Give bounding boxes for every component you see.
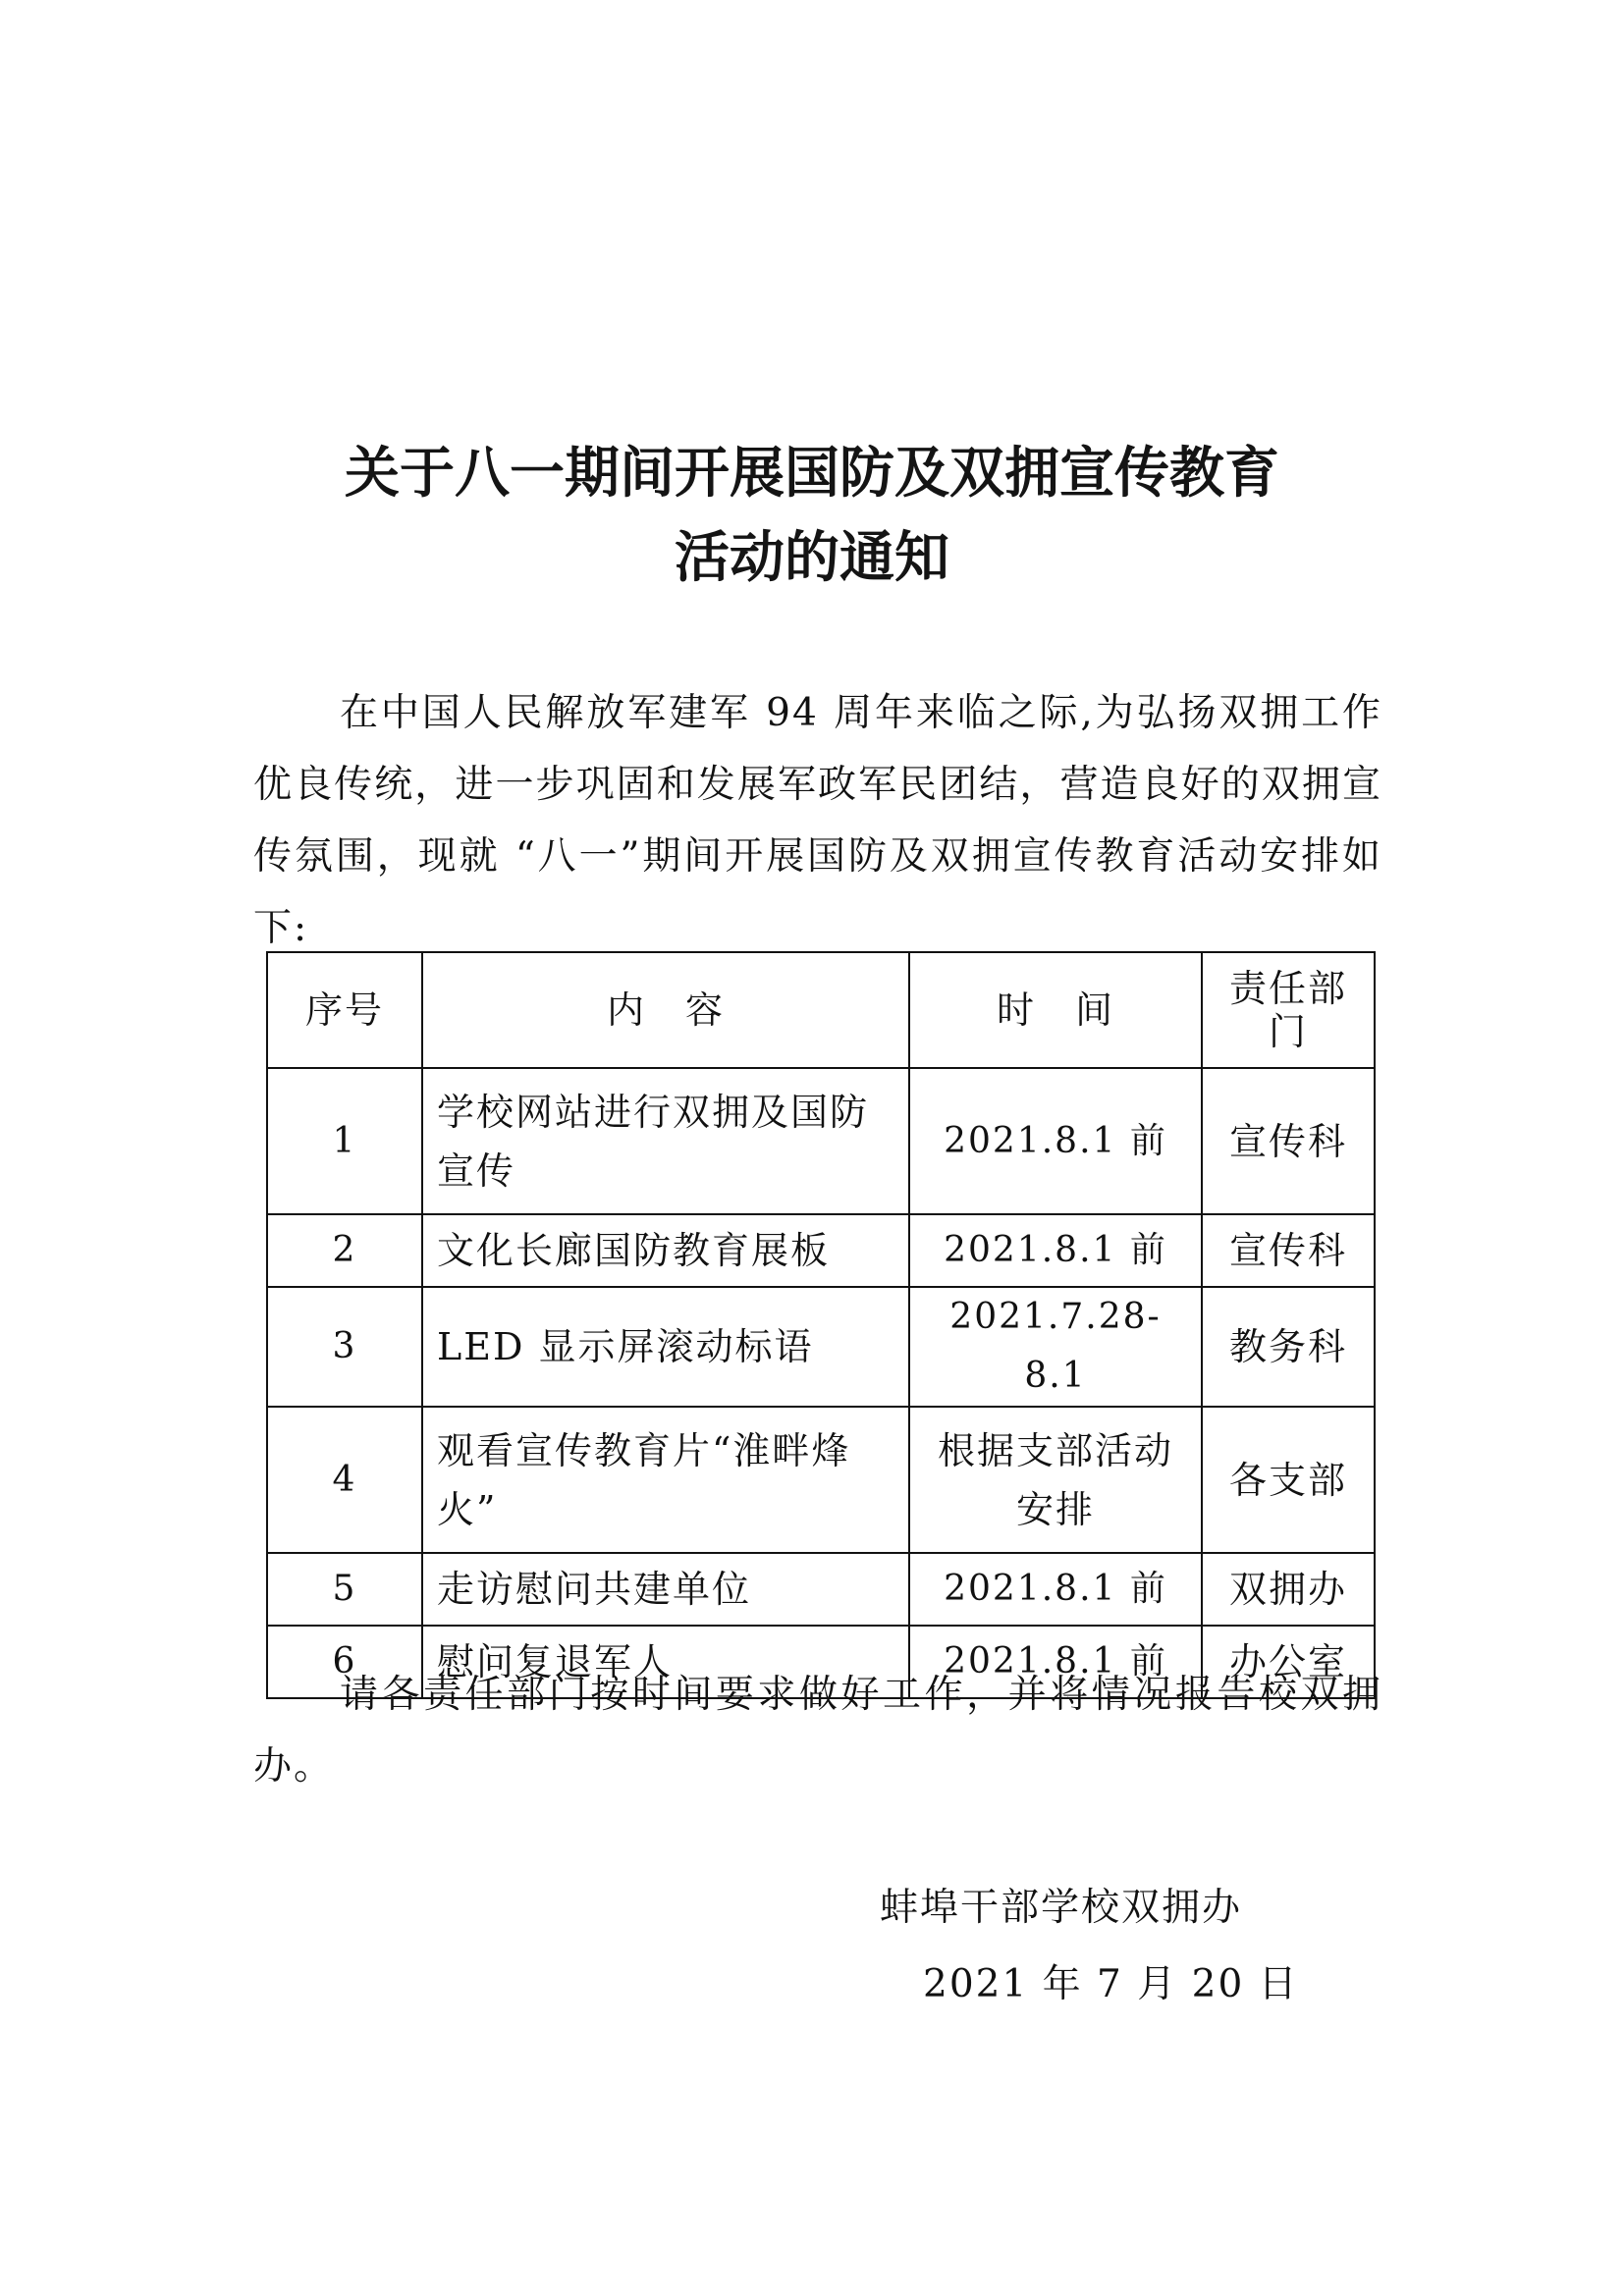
row-dept: 双拥办 xyxy=(1202,1553,1375,1626)
row-seq: 6 xyxy=(267,1626,422,1698)
row-dept: 宣传科 xyxy=(1202,1214,1375,1287)
signature-date: 2021 年 7 月 20 日 xyxy=(923,1962,1299,2006)
row-content: 走访慰问共建单位 xyxy=(422,1553,909,1626)
row-time: 2021.7.28-8.1 xyxy=(909,1287,1202,1407)
table-row xyxy=(267,1214,1375,1287)
row-seq: 4 xyxy=(267,1407,422,1553)
row-time: 2021.8.1 前 xyxy=(909,1068,1202,1214)
row-dept: 教务科 xyxy=(1202,1287,1375,1407)
row-time: 根据支部活动安排 xyxy=(909,1407,1202,1553)
row-content: 学校网站进行双拥及国防宣传 xyxy=(422,1068,909,1214)
row-seq: 5 xyxy=(267,1553,422,1626)
document-title xyxy=(0,432,1624,601)
title-line-2: 活动的通知 xyxy=(675,526,949,590)
row-content: 观看宣传教育片“淮畔烽火” xyxy=(422,1407,909,1553)
table-row xyxy=(267,1287,1375,1407)
row-time: 2021.8.1 前 xyxy=(909,1626,1202,1698)
header-content: 内 容 xyxy=(422,952,909,1068)
signature-org: 蚌埠干部学校双拥办 xyxy=(880,1886,1243,1930)
row-dept: 宣传科 xyxy=(1202,1068,1375,1214)
table-header-row xyxy=(267,952,1375,1068)
row-time: 2021.8.1 前 xyxy=(909,1214,1202,1287)
intro-paragraph: 在中国人民解放军建军 94 周年来临之际,为弘扬双拥工作优良传统，进一步巩固和发展军政军民团结，营造良好的双拥宣传氛围，现就 “八一”期间开展国防及双拥宣传教育活动安排如下: xyxy=(253,691,1382,950)
header-dept: 责任部门 xyxy=(1202,952,1375,1068)
table-row xyxy=(267,1407,1375,1553)
row-dept: 办公室 xyxy=(1202,1626,1375,1698)
closing-paragraph: 请各责任部门按时间要求做好工作，并将情况报告校双拥办。 xyxy=(253,1673,1382,1789)
row-seq: 2 xyxy=(267,1214,422,1287)
row-seq: 3 xyxy=(267,1287,422,1407)
activity-table xyxy=(266,951,1376,1699)
header-seq: 序号 xyxy=(267,952,422,1068)
table-row xyxy=(267,1553,1375,1626)
header-time: 时 间 xyxy=(909,952,1202,1068)
row-content: 慰问复退军人 xyxy=(422,1626,909,1698)
row-dept: 各支部 xyxy=(1202,1407,1375,1553)
title-line-1: 关于八一期间开展国防及双拥宣传教育 xyxy=(345,442,1279,506)
row-time: 2021.8.1 前 xyxy=(909,1553,1202,1626)
row-seq: 1 xyxy=(267,1068,422,1214)
row-content: 文化长廊国防教育展板 xyxy=(422,1214,909,1287)
row-content: LED 显示屏滚动标语 xyxy=(422,1287,909,1407)
table-row xyxy=(267,1068,1375,1214)
